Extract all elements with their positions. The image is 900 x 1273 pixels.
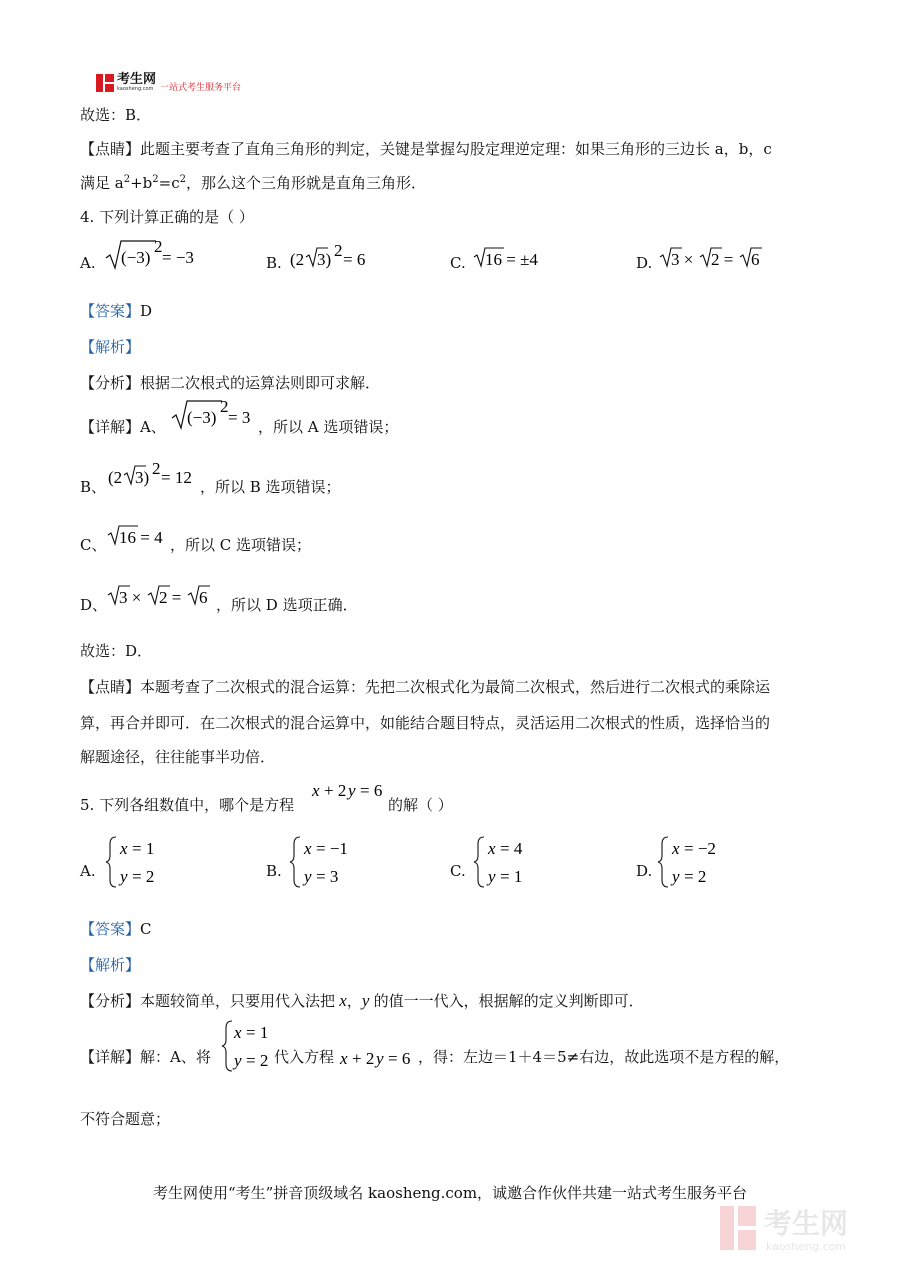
prev-choose: 故选：B．: [80, 106, 152, 124]
svg-text:2 =: 2 =: [159, 588, 182, 607]
svg-text:= 3: = 3: [228, 408, 251, 427]
svg-text:= 2: = 2: [684, 867, 707, 886]
svg-text:2: 2: [334, 241, 343, 260]
q4-note-line3: 解题途径，往往能事半功倍．: [80, 748, 276, 766]
prev-note-tag: 【点睛】: [80, 140, 141, 158]
svg-text:= 6: = 6: [343, 250, 366, 269]
footer-text: 考生网使用“考生”拼音顶级域名 kaosheng.com，诚邀合作伙伴共建一站式考生服务平台: [152, 1184, 748, 1202]
svg-text:6: 6: [199, 588, 208, 607]
q5-xiangjie-mid: 代入方程: [274, 1048, 335, 1066]
logo-icon: [96, 74, 114, 92]
logo-url: kaosheng.com: [117, 86, 154, 92]
q4-answer-tag: 【答案】: [80, 302, 141, 320]
q4-option-a-label: A.: [80, 254, 96, 272]
svg-text:(2: (2: [290, 250, 305, 269]
svg-text:= 3: = 3: [316, 867, 339, 886]
q5-option-d-system: [656, 834, 736, 890]
q5-fenxi: 【分析】本题较简单，只要用代入法把 x，y 的值一一代入，根据解的定义判断即可．: [80, 991, 644, 1010]
svg-text:(−3): (−3): [121, 248, 151, 267]
svg-text:= 6: = 6: [388, 1049, 411, 1068]
q4-xiangjie-d: D、: [80, 596, 108, 614]
svg-text:y: y: [376, 1049, 384, 1068]
q4-option-b-label: B.: [266, 254, 282, 272]
svg-text:= −2: = −2: [684, 839, 716, 858]
q4-answer: 【答案】D: [80, 302, 153, 320]
q4-xiangjie-a: 【详解】A、: [80, 418, 166, 436]
svg-text:y: y: [348, 781, 356, 800]
q5-option-b-label: B.: [266, 862, 282, 880]
svg-text:3 ×: 3 ×: [671, 250, 694, 269]
svg-text:(−3): (−3): [187, 408, 217, 427]
q5-answer: 【答案】C: [80, 920, 152, 938]
svg-text:= 1: = 1: [246, 1023, 269, 1042]
q5-stem-equation: [310, 776, 390, 804]
prev-note-line1: 【点睛】此题主要考查了直角三角形的判定，关键是掌握勾股定理逆定理：如果三角形的三边长 a，b，c: [80, 140, 772, 158]
q5-stem-post: 的解（ ）: [388, 796, 453, 814]
svg-text:y: y: [234, 1051, 242, 1070]
q4-option-b-formula: [288, 240, 388, 272]
svg-text:3): 3): [317, 250, 332, 269]
q5-xiangjie-post: ，得：左边＝1＋4＝5≠右边，故此选项不是方程的解，: [418, 1048, 790, 1066]
q4-xiangjie-d-formula: [106, 578, 218, 610]
q4-option-d-formula: [658, 240, 768, 272]
svg-text:3 ×: 3 ×: [119, 588, 142, 607]
q4-note-line2: 算，再合并即可．在二次根式的混合运算中，如能结合题目特点，灵活运用二次根式的性质，选择恰当的: [80, 714, 771, 732]
logo-slogan: 一站式考生服务平台: [160, 82, 242, 93]
q4-analysis-tag: 【解析】: [80, 338, 141, 356]
q4-option-d-label: D.: [636, 254, 653, 272]
svg-text:2: 2: [152, 459, 161, 478]
q4-xiangjie-c-formula: [106, 518, 178, 550]
q4-option-c-label: C.: [450, 254, 466, 272]
svg-text:= 2: = 2: [246, 1051, 269, 1070]
q5-xiangjie-line2: 不符合题意；: [80, 1110, 171, 1128]
q4-option-a-formula: [104, 238, 214, 272]
svg-text:3): 3): [135, 468, 150, 487]
svg-text:y: y: [120, 867, 128, 886]
q5-option-c-label: C.: [450, 862, 466, 880]
svg-text:x: x: [672, 839, 680, 858]
svg-text:x: x: [488, 839, 496, 858]
svg-text:= 2: = 2: [132, 867, 155, 886]
svg-text:2: 2: [220, 398, 229, 416]
svg-text:6: 6: [751, 250, 760, 269]
svg-text:x: x: [340, 1049, 348, 1068]
q5-option-b-system: [288, 834, 368, 890]
svg-text:= 12: = 12: [161, 468, 192, 487]
q4-option-c-formula: [472, 240, 552, 272]
q4-xiangjie-a-formula: [170, 398, 262, 434]
q4-choose: 故选：D．: [80, 642, 153, 660]
prev-note-line2: 满足 $a^2+b^2=c^2$，那么这个三角形就是直角三角形．: [80, 174, 427, 192]
q4-xiangjie-a-text: ，所以 A 选项错误；: [258, 418, 399, 436]
svg-text:16 = ±4: 16 = ±4: [485, 250, 538, 269]
svg-text:y: y: [488, 867, 496, 886]
svg-text:x: x: [120, 839, 128, 858]
svg-text:2 =: 2 =: [711, 250, 734, 269]
svg-text:y: y: [304, 867, 312, 886]
watermark-logo: [716, 1200, 886, 1260]
q5-xiangjie-system: [220, 1018, 276, 1074]
watermark-url: kaosheng.com: [766, 1240, 847, 1253]
svg-text:y: y: [672, 867, 680, 886]
svg-text:= 1: = 1: [500, 867, 523, 886]
svg-text:= −3: = −3: [162, 248, 194, 267]
q4-xiangjie-b-text: ，所以 B 选项错误；: [200, 478, 341, 496]
q5-option-c-system: [472, 834, 542, 890]
svg-text:+ 2: + 2: [324, 781, 347, 800]
q5-option-d-label: D.: [636, 862, 653, 880]
svg-text:x: x: [312, 781, 320, 800]
svg-text:16 = 4: 16 = 4: [119, 528, 163, 547]
svg-text:+ 2: + 2: [352, 1049, 375, 1068]
q4-fenxi: 【分析】根据二次根式的运算法则即可求解．: [80, 374, 381, 392]
q5-analysis-tag: 【解析】: [80, 956, 141, 974]
watermark-name: 考生网: [764, 1207, 849, 1240]
q5-answer-tag: 【答案】: [80, 920, 141, 938]
svg-text:(2: (2: [108, 468, 123, 487]
svg-text:x: x: [304, 839, 312, 858]
logo-name: 考生网: [117, 72, 157, 87]
header-logo: [96, 72, 241, 94]
q4-note-line1: 【点睛】本题考查了二次根式的混合运算：先把二次根式化为最简二次根式，然后进行二次根式的乘除运: [80, 678, 771, 696]
svg-text:2: 2: [154, 238, 163, 256]
q4-xiangjie-b: B、: [80, 478, 107, 496]
q4-xiangjie-c-text: ，所以 C 选项错误；: [170, 536, 312, 554]
q4-xiangjie-d-text: ，所以 D 选项正确．: [216, 596, 358, 614]
q4-stem: 4. 下列计算正确的是（ ）: [80, 208, 254, 226]
q5-xiangjie-pre: 【详解】解：A、将: [80, 1048, 211, 1066]
q5-option-a-system: [104, 834, 174, 890]
q4-xiangjie-b-formula: [106, 458, 206, 490]
svg-text:x: x: [234, 1023, 242, 1042]
q5-stem-pre: 5. 下列各组数值中，哪个是方程: [80, 796, 295, 814]
svg-text:= −1: = −1: [316, 839, 348, 858]
q4-xiangjie-c: C、: [80, 536, 107, 554]
q5-option-a-label: A.: [80, 862, 96, 880]
q5-xiangjie-equation: [338, 1044, 418, 1072]
svg-text:= 4: = 4: [500, 839, 523, 858]
svg-text:= 1: = 1: [132, 839, 155, 858]
svg-text:= 6: = 6: [360, 781, 383, 800]
